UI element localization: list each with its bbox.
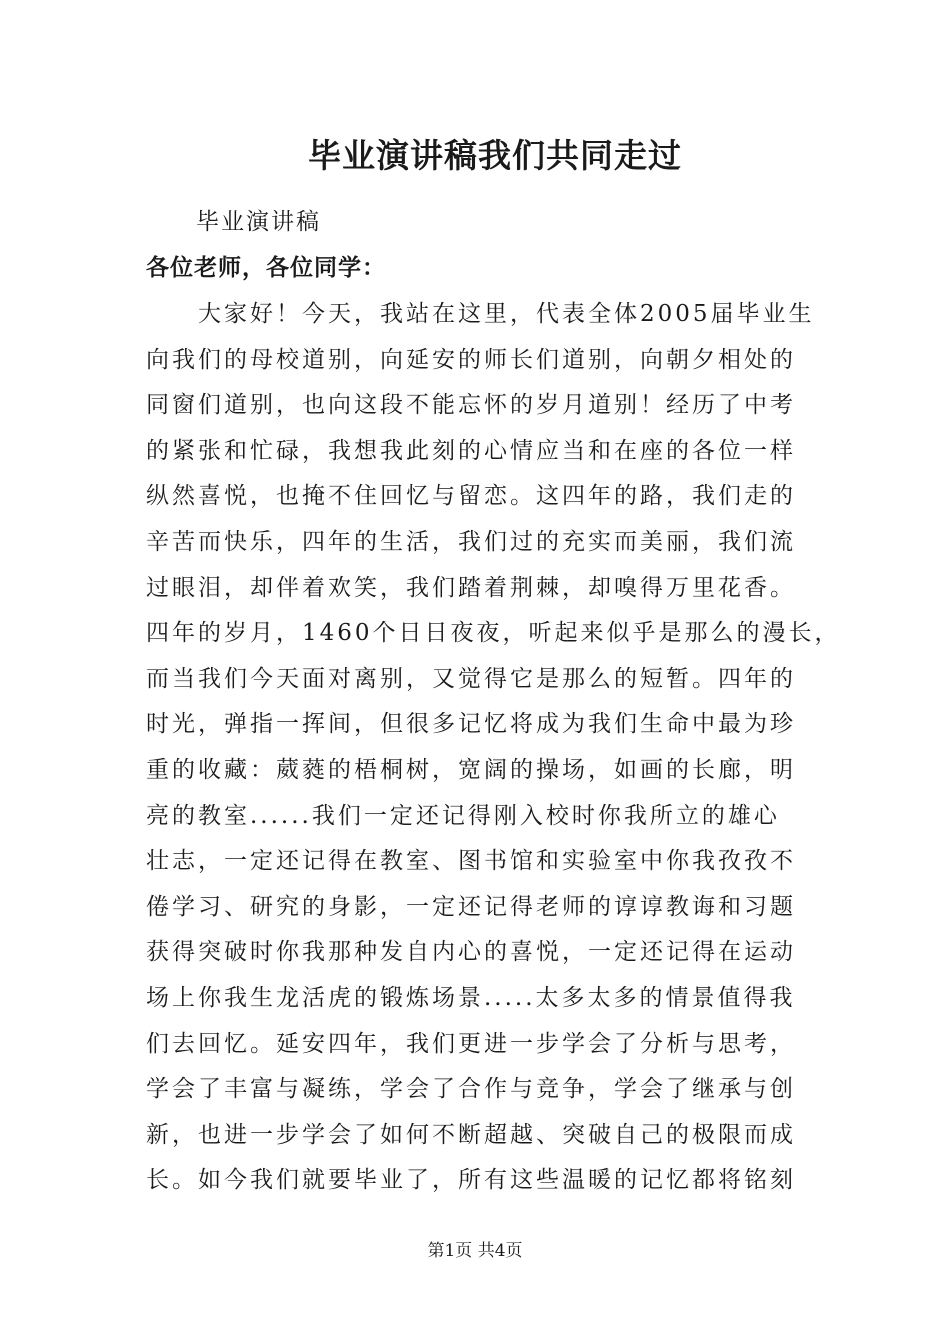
body-line: 纵然喜悦，也掩不住回忆与留恋。这四年的路，我们走的: [146, 483, 796, 510]
body-line: 场上你我生龙活虎的锻炼场景.....太多太多的情景值得我: [146, 984, 796, 1011]
salutation: 各位老师，各位同学：: [146, 254, 386, 281]
body-line: 亮的教室......我们一定还记得刚入校时你我所立的雄心: [146, 802, 780, 829]
body-line: 新，也进一步学会了如何不断超越、突破自己的极限而成: [146, 1121, 796, 1148]
page-footer: 第1页 共4页: [427, 1241, 523, 1261]
body-line: 的紧张和忙碌，我想我此刻的心情应当和在座的各位一样: [146, 437, 796, 464]
body-line: 向我们的母校道别，向延安的师长们道别，向朝夕相处的: [146, 346, 796, 373]
body-text: [146, 292, 841, 1204]
body-line: 倦学习、研究的身影，一定还记得老师的谆谆教诲和习题: [146, 893, 796, 920]
document-subtitle: 毕业演讲稿: [196, 209, 321, 235]
body-line: 学会了丰富与凝练，学会了合作与竞争，学会了继承与创: [146, 1076, 796, 1103]
body-line: 重的收藏：葳蕤的梧桐树，宽阔的操场，如画的长廊，明: [146, 756, 796, 783]
document-title: 毕业演讲稿我们共同走过: [308, 136, 682, 175]
body-line: 过眼泪，却伴着欢笑，我们踏着荆棘，却嗅得万里花香。: [146, 574, 796, 601]
body-line: 获得突破时你我那种发自内心的喜悦，一定还记得在运动: [146, 939, 796, 966]
body-line: 长。如今我们就要毕业了，所有这些温暖的记忆都将铭刻: [146, 1167, 796, 1194]
body-line: 四年的岁月，1460个日日夜夜，听起来似乎是那么的漫长，: [146, 620, 841, 647]
body-line: 而当我们今天面对离别，又觉得它是那么的短暂。四年的: [146, 665, 796, 692]
body-line: 同窗们道别，也向这段不能忘怀的岁月道别！经历了中考: [146, 392, 796, 419]
body-line: 大家好！今天，我站在这里，代表全体2005届毕业生: [146, 301, 815, 327]
body-line: 辛苦而快乐，四年的生活，我们过的充实而美丽，我们流: [146, 528, 796, 555]
body-line: 时光，弹指一挥间，但很多记忆将成为我们生命中最为珍: [146, 711, 796, 738]
body-line: 壮志，一定还记得在教室、图书馆和实验室中你我孜孜不: [146, 848, 796, 875]
body-line: 们去回忆。延安四年，我们更进一步学会了分析与思考，: [146, 1030, 796, 1057]
